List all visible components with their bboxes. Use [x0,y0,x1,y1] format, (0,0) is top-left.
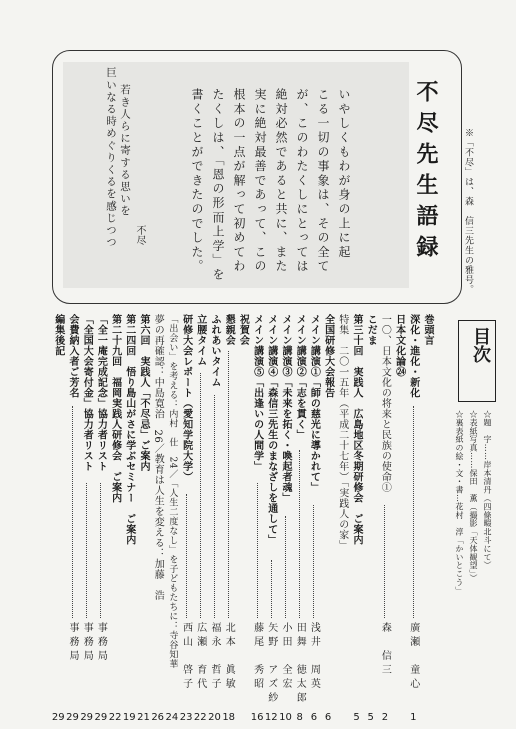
toc-entry[interactable] [393,314,406,704]
toc-entry-title: メイン講演③「未来を拓く・喚起者魂」 [280,314,291,503]
toc-leader [313,505,314,618]
toc-entry-title: 第六回 実践人「不尽忌」ご案内 [138,314,149,472]
toc-entry-page: 24 [165,712,179,723]
toc-entry-title: 祝賀会 [237,314,249,346]
toc-entry-title: 第二四回 悟り島山がさに学ぶセミナー ご案内 [123,314,135,545]
toc-entry-page: 21 [137,712,150,723]
toc-heading-box [458,320,496,402]
essay-line: こる一切の事象は、その全て [316,88,330,274]
essay-line: 書くことができたのでした。 [190,88,204,274]
toc-entry-title: 「全国大会寄付金」協力者リスト [81,314,93,472]
toc-leader [228,351,229,618]
credit-line: ☆表紙写真……保田 薫（撮影「天体観望」） [469,410,478,583]
toc-entry[interactable] [378,314,391,723]
toc-entry-page: 5 [367,712,374,723]
toc-entry-title: 研修大会レポート（愛知学院大学） [180,314,192,482]
toc-leader [100,483,101,618]
toc-entry-page: 23 [179,712,193,723]
toc-entry[interactable] [350,314,363,723]
toc-entry[interactable] [122,314,136,723]
toc-leader [384,505,385,618]
toc-entry-title: メイン講演①「師の慈光に導かれて」 [308,314,320,493]
toc-entry-page: 29 [94,712,108,723]
toc-entry-title: 全国研修大会報告 [322,314,334,398]
toc-entry[interactable] [421,314,434,704]
toc-entry-page: 12 [264,712,278,723]
toc-entry[interactable] [236,314,249,704]
toc-entry-title: 「全一庵完成記念」協力者リスト [95,314,107,472]
toc-leader [72,406,73,618]
credit-line: ☆題 字……岸本清丹（四條畷北斗にて） [483,410,492,570]
toc-entry-page: 6 [310,712,318,723]
toc-entry[interactable] [179,314,193,723]
toc-entry-title: 深化・進化・新化 [407,314,419,398]
toc-entry-page: 1 [410,712,417,723]
toc-entry-title: 会費納入者ご芳名 [67,314,78,398]
toc-leader [299,450,300,618]
toc-entry-page: 29 [80,712,94,723]
toc-entry-author: 北本 眞敏 [223,622,235,692]
toc-entry-author: 藤尾 秀昭 [251,622,263,692]
toc-entry[interactable] [293,314,306,723]
toc-entry[interactable] [364,314,377,723]
toc-entry-page: 5 [353,712,360,723]
toc-entry-author: 森 信三 [379,622,391,678]
essay-line: たくしは、「恩の形而上学」を [211,88,225,283]
toc-entry-author: 福永 哲子 [209,622,220,692]
toc-entry-page: 2 [381,712,389,723]
toc-entry[interactable] [51,314,65,723]
toc-entry[interactable] [250,314,264,723]
toc-leader [413,406,414,618]
toc-entry-page: 19 [122,712,136,723]
toc-entry-page: 10 [279,712,292,723]
toc-entry-title: 巻頭言 [422,314,433,346]
toc-entry[interactable] [165,314,179,723]
toc-entry-page: 22 [193,712,207,723]
toc-entry-author: 事務局 [95,622,107,664]
toc-entry-title: 第二十九回 福岡実践人研修会 ご案内 [109,314,121,503]
toc-entry-title: メイン講演④「森信三先生のまなざしを通して」 [265,314,277,545]
essay-line: 根本の一点が解って初めてわ [232,88,246,274]
toc-entry-page: 16 [250,712,264,723]
toc-entry-title: 編集後記 [52,314,64,356]
toc-entry-author: 小田 全宏 [280,622,291,692]
side-note: ※「不尽」は、森 信三先生の雅号。 [463,128,473,295]
toc-entry-title: 立腰タイム [194,314,206,367]
toc-entry[interactable] [108,314,122,723]
toc-entry-title: 第三十回 実践人 広島地区冬期研修会 ご案内 [351,314,362,545]
toc-entry-author: 廣瀬 童心 [407,622,419,692]
toc-entry-title: 懇親会 [223,314,235,346]
toc-entry-author: 田舞 徳太郎 [294,622,306,706]
toc-entry-title: 一〇、日本文化の将来と民族の使命① [379,314,391,493]
poem-signature: 不尽 [134,225,145,245]
toc-entry-title: 特集 二〇一五年（平成二十七年）「実践人の家」 [336,314,348,551]
essay-line: 絶対必然であると共に、また [274,88,288,274]
toc-entry-author: 広瀬 育代 [194,622,206,692]
toc-entry-author: 浅井 周英 [308,622,320,692]
toc-entry[interactable] [222,314,236,723]
toc-leader [86,483,87,618]
toc-entry[interactable] [137,314,150,723]
toc-entry-page: 6 [324,712,332,723]
toc-entry-page: 20 [208,712,221,723]
toc-entry-title: ふれあいタイム [209,314,220,388]
toc-entry-page: 29 [66,712,79,723]
toc-entry-title: こだま [365,314,377,346]
toc-entry-page: 26 [151,712,165,723]
toc-heading: 目次 [470,327,491,363]
credit-line: ☆裏表紙の絵・文・書…花村 淳「かいとこう」 [455,410,464,595]
essay-line: いやしくもわが身の上に起 [337,88,351,260]
toc-entry[interactable] [407,314,420,723]
toc-leader [186,494,187,618]
quote-title: 不尽先生語録 [413,80,439,266]
toc-entry-page: 29 [51,712,65,723]
toc-entry-title: メイン講演②「志を貫く」 [294,314,306,440]
toc-entry[interactable] [336,314,349,704]
essay-text [186,88,354,298]
toc-entry[interactable] [94,314,108,723]
toc-entry[interactable] [193,314,207,723]
toc-leader [271,560,272,618]
toc-entry[interactable] [264,314,278,723]
toc-entry[interactable] [307,314,320,723]
poem-line: 若き人らに寄する思いを [119,84,131,218]
toc-entry-author: 西山 啓子 [180,622,192,692]
essay-line: 実に絶対最善であって、この [253,88,267,274]
toc-entry-title: 夢の再確認：中島寛治 26／教育は人生を変える：加藤 浩 [152,314,164,601]
essay-line: が、このわたくしにとっては [295,88,309,274]
toc-entry-page: 18 [222,712,236,723]
toc-entry-author: 事務局 [67,622,78,664]
toc-entry-page: 8 [296,712,303,723]
toc-entry[interactable] [80,314,94,723]
poem-line: 巨いなる時めぐりくるを感じつつ [105,67,117,249]
toc-list [46,314,434,723]
toc-entry[interactable] [151,314,165,723]
toc-entry[interactable] [208,314,221,723]
poem [69,67,145,277]
toc-leader [285,516,286,618]
toc-entry-author: 事務局 [81,622,93,664]
toc-entry-page: 22 [108,712,122,723]
toc-entry-title: 日本文化論㉔ [393,314,405,377]
toc-entry[interactable] [66,314,79,723]
toc-entry[interactable] [279,314,292,723]
toc-entry-title: 「出会い」を考える：内村 仕 24／「人生二度なし」を子どもたちに：寺谷知華 [167,314,178,669]
toc-entry-title: メイン講演⑤「出逢いの人間学」 [251,314,263,472]
toc-entry[interactable] [322,314,335,723]
toc-entry-author: 矢野 アズ紗 [265,622,277,706]
toc-leader [214,395,215,618]
toc-leader [200,373,201,618]
toc-leader [257,483,258,618]
